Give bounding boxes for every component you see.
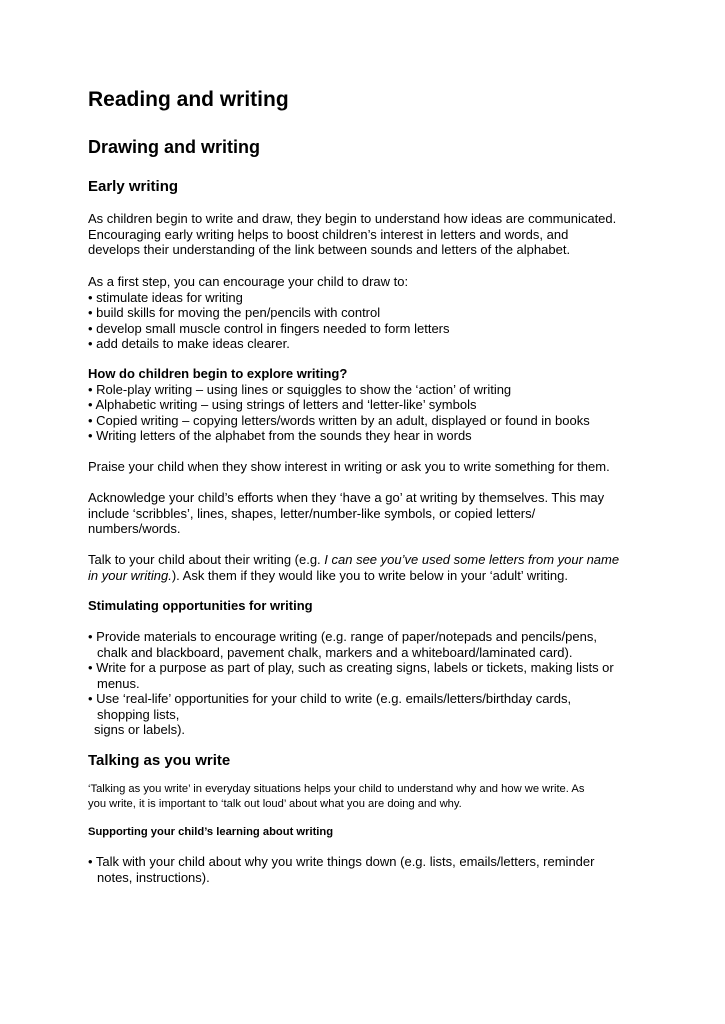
- supporting-heading: Supporting your child’s learning about writing: [88, 826, 334, 838]
- list-item: • Copied writing – copying letters/words written by an adult, displayed or found in books: [88, 412, 590, 428]
- list-item-line: menus.: [97, 675, 140, 691]
- talk-line-2: [88, 568, 648, 584]
- list-item: • Role-play writing – using lines or squiggles to show the ‘action’ of writing: [88, 381, 512, 397]
- talk-example: I can see you’ve used some letters from your name: [324, 552, 620, 567]
- page-title: Reading and writing: [88, 88, 289, 111]
- draw-intro: As a first step, you can encourage your child to draw to:: [88, 274, 409, 289]
- talk-before: Talk to your child about their writing (e.g.: [88, 552, 325, 567]
- acknowledge-line: numbers/words.: [88, 521, 181, 536]
- talking-line: you write, it is important to ‘talk out loud’ about what you are doing and why.: [88, 798, 462, 810]
- list-item-line: • Provide materials to encourage writing (e.g. range of paper/notepads and pencils/pens,: [88, 629, 597, 644]
- talk-line-1: [88, 552, 648, 568]
- intro-line: develops their understanding of the link between sounds and letters of the alphabet.: [88, 242, 571, 257]
- section-title: Drawing and writing: [88, 137, 261, 157]
- acknowledge-line: include ‘scribbles’, lines, shapes, letter/number-like symbols, or copied letters/: [88, 505, 536, 521]
- list-item: • add details to make ideas clearer.: [88, 336, 290, 351]
- list-item: • develop small muscle control in fingers needed to form letters: [88, 320, 450, 336]
- explore-heading: How do children begin to explore writing?: [88, 366, 348, 381]
- list-item-line: chalk and blackboard, pavement chalk, markers and a whiteboard/laminated card).: [97, 644, 573, 660]
- opportunities-heading: Stimulating opportunities for writing: [88, 598, 313, 613]
- list-item: • stimulate ideas for writing: [88, 289, 243, 305]
- opportunities-list: [88, 629, 648, 738]
- list-item-line: • Use ‘real-life’ opportunities for your child to write (e.g. emails/letters/birthday cards,: [88, 691, 572, 706]
- explore-bullet-list: [88, 382, 648, 444]
- list-item-line: notes, instructions).: [97, 869, 210, 885]
- acknowledge-line: Acknowledge your child’s efforts when they ‘have a go’ at writing by themselves. This may: [88, 490, 605, 505]
- intro-line: Encouraging early writing helps to boost children’s interest in letters and words, and: [88, 226, 569, 242]
- list-item: [88, 691, 648, 738]
- subsection-title: Early writing: [88, 178, 179, 195]
- talking-paragraph: [88, 782, 648, 812]
- talking-heading: Talking as you write: [88, 752, 231, 769]
- list-item-line: shopping lists,: [97, 706, 180, 722]
- talk-after: ). Ask them if they would like you to write below in your ‘adult’ writing.: [171, 567, 569, 583]
- list-item: • build skills for moving the pen/pencils with control: [88, 305, 381, 320]
- intro-line: As children begin to write and draw, they begin to understand how ideas are communicated.: [88, 211, 617, 226]
- list-item-line: • Write for a purpose as part of play, such as creating signs, labels or tickets, making lists or: [88, 660, 614, 675]
- list-item-line: signs or labels).: [94, 722, 186, 737]
- list-item-line: • Talk with your child about why you write things down (e.g. lists, emails/letters, reminder: [88, 854, 595, 869]
- talking-line: ‘Talking as you write’ in everyday situations helps your child to understand why and how we write. As: [88, 783, 585, 795]
- talk-example-end: in your writing.: [88, 567, 172, 583]
- list-item: • Writing letters of the alphabet from the sounds they hear in words: [88, 428, 472, 443]
- praise-paragraph: Praise your child when they show interest in writing or ask you to write something for them.: [88, 459, 610, 474]
- list-item: • Alphabetic writing – using strings of letters and ‘letter-like’ symbols: [88, 397, 477, 412]
- list-item: [88, 660, 648, 691]
- draw-bullet-list: [88, 290, 648, 352]
- list-item: [88, 854, 648, 885]
- explore-section: [88, 366, 648, 444]
- list-item: [88, 629, 648, 660]
- talk-paragraph: [88, 552, 648, 583]
- acknowledge-paragraph: [88, 490, 648, 537]
- intro-paragraph: [88, 211, 648, 258]
- supporting-list: [88, 854, 648, 885]
- draw-section: [88, 274, 648, 352]
